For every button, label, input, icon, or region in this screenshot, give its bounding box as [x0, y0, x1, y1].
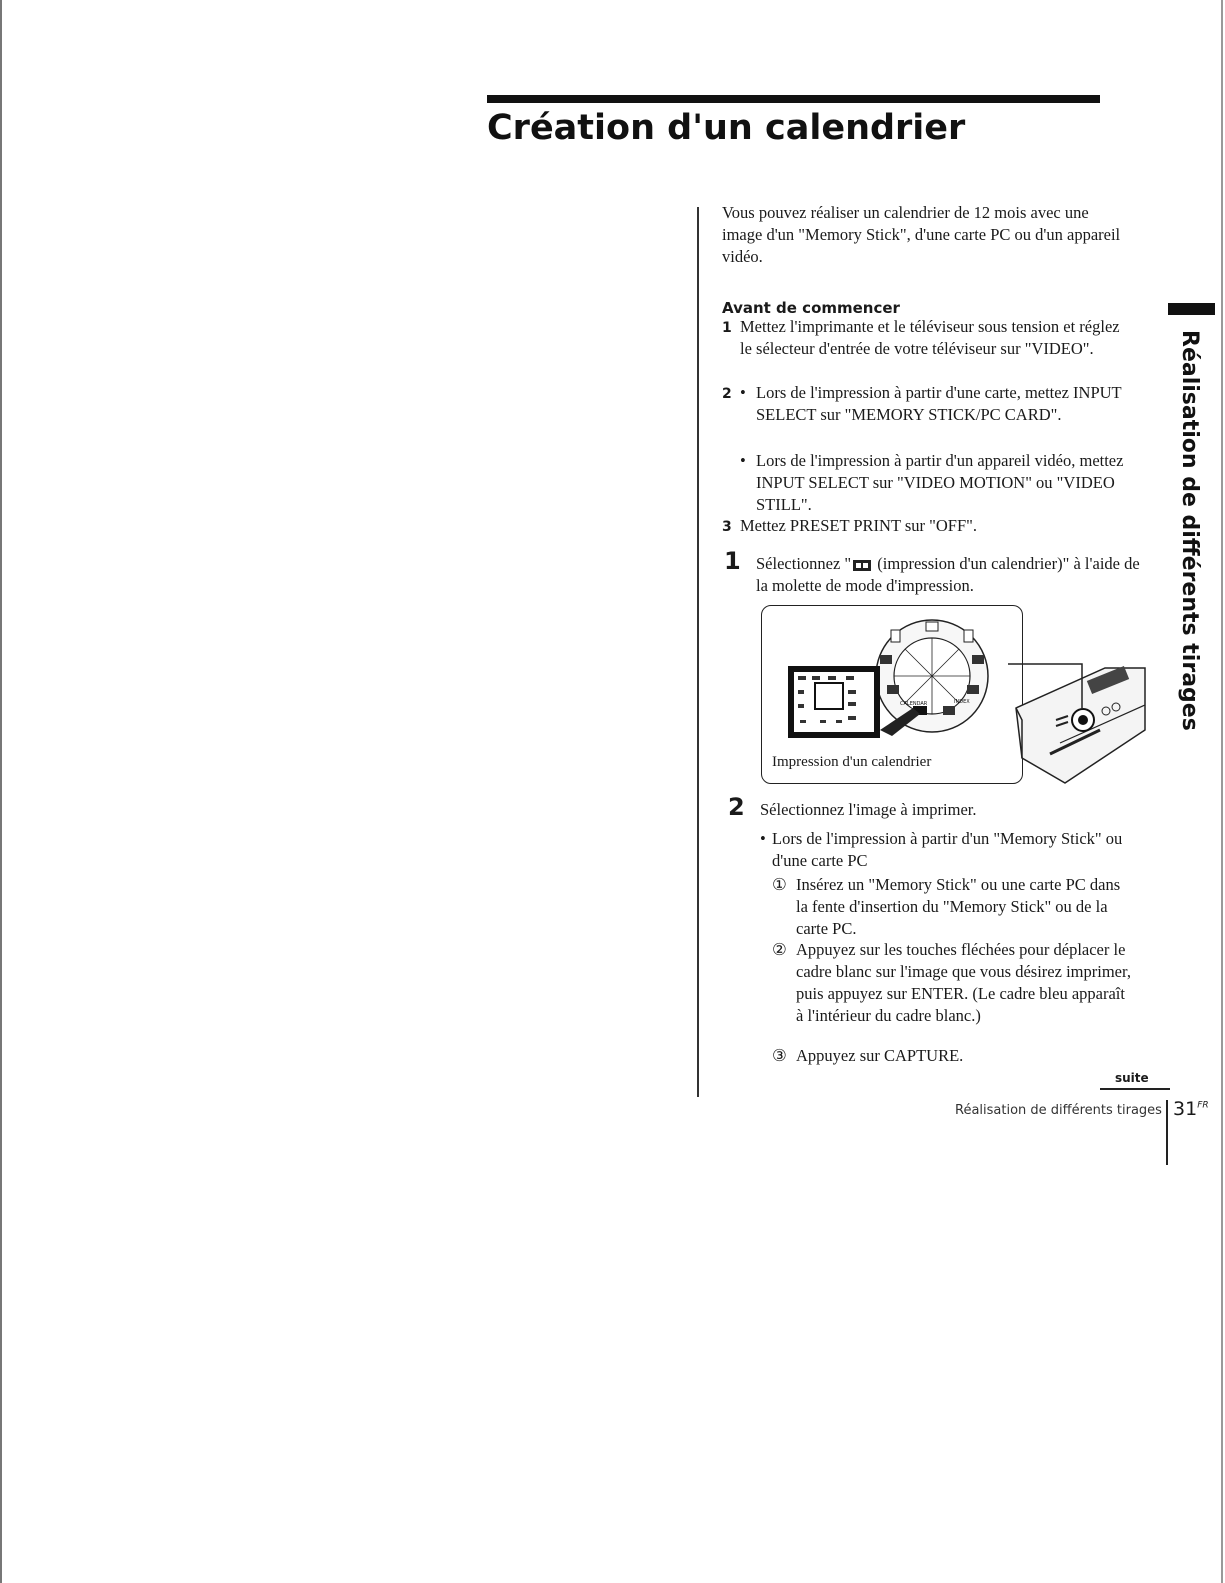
step-number: 1	[724, 547, 741, 575]
substep-1	[772, 874, 1132, 940]
substep-mark: ①	[772, 875, 787, 894]
substep-text: Appuyez sur les touches fléchées pour déplacer le cadre blanc sur l'image que vous désirez imprimer, puis appuyez sur ENTER. (Le cadre bleu apparaît à l'intérieur du cadre blanc.)	[796, 940, 1131, 1025]
continued-rule	[1100, 1088, 1170, 1090]
svg-text:INDEX: INDEX	[954, 699, 970, 705]
bullet-icon: •	[740, 451, 746, 470]
bullet-icon: •	[740, 383, 746, 402]
step-text: Sélectionnez " (impression d'un calendrier)" à l'aide de la molette de mode d'impression.	[756, 554, 1140, 595]
before-item-3	[722, 515, 1142, 539]
calendar-sheet-icon	[788, 666, 880, 738]
substep-text: Appuyez sur CAPTURE.	[796, 1046, 964, 1065]
scan-edge-right	[1221, 0, 1223, 1583]
before-item-bullet: Lors de l'impression à partir d'un appareil vidéo, mettez INPUT SELECT sur "VIDEO MOTION" ou "VIDEO STILL".	[756, 451, 1124, 514]
before-item-number: 1	[722, 320, 732, 336]
step-text: Sélectionnez l'image à imprimer.	[760, 800, 977, 819]
substep-3	[772, 1045, 1132, 1069]
printer-icon	[1016, 666, 1145, 783]
intro-paragraph: Vous pouvez réaliser un calendrier de 12 mois avec une image d'un "Memory Stick", d'une carte PC ou d'un appareil vidéo.	[722, 203, 1121, 266]
title-rule	[487, 95, 1100, 103]
page-number: $31^{FR}$	[1173, 1098, 1209, 1120]
before-item-text: Mettez PRESET PRINT sur "OFF".	[740, 516, 978, 535]
before-item-1	[722, 316, 1142, 382]
side-tab-marker	[1168, 303, 1215, 315]
substep-2	[772, 939, 1132, 1049]
before-item-number: 3	[722, 519, 732, 535]
step-2	[722, 793, 1142, 825]
before-item-bullet: Lors de l'impression à partir d'une carte, mettez INPUT SELECT sur "MEMORY STICK/PC CARD".	[756, 383, 1122, 424]
bullet-icon: •	[760, 829, 766, 848]
calendar-print-icon	[853, 560, 871, 571]
step-number: 2	[728, 793, 745, 821]
footer-rule	[1166, 1100, 1168, 1165]
scan-edge-left	[0, 0, 2, 1583]
continued-label: suite	[1115, 1071, 1149, 1085]
before-item-2	[722, 382, 1142, 512]
before-item-number: 2	[722, 386, 732, 402]
before-heading: Avant de commencer	[722, 299, 900, 317]
side-tab-label: Réalisation de différents tirages	[1177, 330, 1202, 731]
column-rule	[697, 207, 699, 1097]
dial-icon	[876, 620, 988, 732]
step-1	[722, 547, 1142, 597]
page-title: Création d'un calendrier	[487, 108, 966, 148]
footer-section: Réalisation de différents tirages	[955, 1103, 1162, 1118]
substep-text: Insérez un "Memory Stick" ou une carte PC dans la fente d'insertion du "Memory Stick" ou de la carte PC.	[796, 875, 1121, 938]
svg-text:CALENDAR: CALENDAR	[900, 701, 928, 707]
substep-mark: ③	[772, 1046, 787, 1065]
before-item-text: Mettez l'imprimante et le téléviseur sous tension et réglez le sélecteur d'entrée de votre téléviseur sur "VIDEO".	[740, 317, 1120, 358]
step-2-bullet	[760, 828, 1150, 872]
figure-caption: Impression d'un calendrier	[772, 754, 932, 770]
step-bullet-text: Lors de l'impression à partir d'un "Memory Stick" ou d'une carte PC	[772, 829, 1123, 870]
substep-mark: ②	[772, 940, 787, 959]
